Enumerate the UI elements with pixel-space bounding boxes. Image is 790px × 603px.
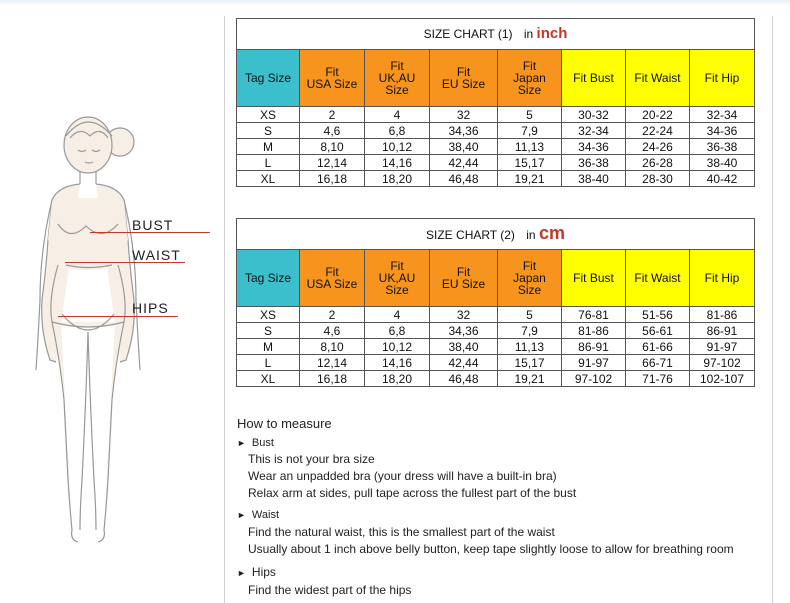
- top-edge: [0, 0, 790, 6]
- table-cell: 76-81: [562, 307, 626, 323]
- table-cell: 30-32: [562, 107, 626, 123]
- table-cell: 4,6: [300, 123, 365, 139]
- table-cell: 81-86: [562, 323, 626, 339]
- chart-title-row: [237, 219, 755, 250]
- table-cell: M: [237, 139, 300, 155]
- table-cell: XL: [237, 371, 300, 387]
- table-cell: 4: [365, 107, 430, 123]
- table-cell: 4: [365, 307, 430, 323]
- table-cell: 18,20: [365, 171, 430, 187]
- table-cell: 32-34: [562, 123, 626, 139]
- table-cell: 26-28: [626, 155, 690, 171]
- unit-prefix: in: [523, 27, 534, 41]
- column-header: Tag Size: [237, 250, 300, 307]
- table-cell: 91-97: [562, 355, 626, 371]
- table-row: [237, 371, 755, 387]
- bust-line-2: Wear an unpadded bra (your dress will have a built-in bra): [248, 469, 557, 483]
- column-header: Fit Bust: [562, 50, 626, 107]
- table-cell: 91-97: [690, 339, 755, 355]
- size-chart-inch: [236, 18, 755, 187]
- chart-title-row: [237, 19, 755, 50]
- column-header: Fit Japan Size: [498, 250, 562, 307]
- table-row: [237, 171, 755, 187]
- table-cell: 18,20: [365, 371, 430, 387]
- hips-heading-label: Hips: [251, 565, 276, 579]
- table-cell: 20-22: [626, 107, 690, 123]
- table-cell: 28-30: [626, 171, 690, 187]
- waist-line-2: Usually about 1 inch above belly button, keep tape slightly loose to allow for breathing room: [248, 542, 734, 556]
- table-cell: 71-76: [626, 371, 690, 387]
- column-header: Fit Bust: [562, 250, 626, 307]
- table-cell: 46,48: [430, 171, 498, 187]
- bust-line-3: Relax arm at sides, pull tape across the fullest part of the bust: [248, 486, 577, 500]
- table-cell: 19,21: [498, 371, 562, 387]
- table-cell: 38,40: [430, 339, 498, 355]
- table-cell: 46,48: [430, 371, 498, 387]
- table-cell: 66-71: [626, 355, 690, 371]
- table-cell: XS: [237, 107, 300, 123]
- table-cell: M: [237, 339, 300, 355]
- table-cell: 4,6: [300, 323, 365, 339]
- table-cell: 12,14: [300, 355, 365, 371]
- header-row: [237, 250, 755, 307]
- bust-section-heading: [237, 437, 274, 449]
- bust-heading-label: Bust: [251, 437, 274, 449]
- body-figure-illustration: [30, 100, 190, 545]
- waist-section-heading: [237, 509, 279, 521]
- table-cell: 7,9: [498, 123, 562, 139]
- unit-label: cm: [538, 223, 565, 243]
- table-cell: 38-40: [562, 171, 626, 187]
- column-header: Fit EU Size: [430, 250, 498, 307]
- table-cell: 6,8: [365, 123, 430, 139]
- table-row: [237, 107, 755, 123]
- table-row: [237, 355, 755, 371]
- table-cell: 102-107: [690, 371, 755, 387]
- bust-line-1: This is not your bra size: [248, 452, 375, 466]
- table-cell: 34,36: [430, 323, 498, 339]
- column-header: Fit Hip: [690, 50, 755, 107]
- table-cell: 11,13: [498, 139, 562, 155]
- arrow-icon: ►: [237, 568, 246, 578]
- table-cell: 34-36: [690, 123, 755, 139]
- table-cell: 97-102: [562, 371, 626, 387]
- column-header: Tag Size: [237, 50, 300, 107]
- table-cell: 24-26: [626, 139, 690, 155]
- column-header: Fit EU Size: [430, 50, 498, 107]
- table-cell: 2: [300, 107, 365, 123]
- column-header: Fit USA Size: [300, 50, 365, 107]
- table-cell: 97-102: [690, 355, 755, 371]
- hips-line-1: Find the widest part of the hips: [248, 583, 412, 597]
- column-header: Fit UK,AU Size: [365, 250, 430, 307]
- arrow-icon: ►: [237, 438, 246, 448]
- right-divider: [772, 16, 773, 603]
- table-cell: 86-91: [562, 339, 626, 355]
- hips-section-heading: [237, 565, 276, 579]
- table-cell: 5: [498, 107, 562, 123]
- table-cell: 81-86: [690, 307, 755, 323]
- unit-prefix: in: [526, 228, 536, 242]
- chart-title: SIZE CHART (2): [426, 228, 515, 242]
- table-cell: 19,21: [498, 171, 562, 187]
- table-row: [237, 139, 755, 155]
- table-cell: 34,36: [430, 123, 498, 139]
- table-cell: 11,13: [498, 339, 562, 355]
- table-cell: XS: [237, 307, 300, 323]
- table-cell: 8,10: [300, 139, 365, 155]
- column-header: Fit Waist: [626, 250, 690, 307]
- table-cell: 22-24: [626, 123, 690, 139]
- table-cell: 8,10: [300, 339, 365, 355]
- table-cell: 56-61: [626, 323, 690, 339]
- table-cell: 34-36: [562, 139, 626, 155]
- table-cell: 40-42: [690, 171, 755, 187]
- waist-label: WAIST: [132, 247, 181, 263]
- table-cell: 51-56: [626, 307, 690, 323]
- column-header: Fit Hip: [690, 250, 755, 307]
- table-cell: 2: [300, 307, 365, 323]
- table-cell: S: [237, 123, 300, 139]
- table-cell: 6,8: [365, 323, 430, 339]
- table-cell: 10,12: [365, 139, 430, 155]
- table-cell: 15,17: [498, 155, 562, 171]
- table-cell: 16,18: [300, 371, 365, 387]
- unit-label: inch: [536, 25, 568, 42]
- table-cell: 38-40: [690, 155, 755, 171]
- table-cell: L: [237, 155, 300, 171]
- table-cell: 32: [430, 307, 498, 323]
- table-cell: 10,12: [365, 339, 430, 355]
- chart-title: SIZE CHART (1): [423, 27, 513, 41]
- table-cell: 86-91: [690, 323, 755, 339]
- table-row: [237, 323, 755, 339]
- table-cell: 14,16: [365, 155, 430, 171]
- header-row: [237, 50, 755, 107]
- hips-line: [58, 316, 178, 317]
- table-row: [237, 339, 755, 355]
- table-cell: XL: [237, 171, 300, 187]
- table-cell: 12,14: [300, 155, 365, 171]
- table-cell: 14,16: [365, 355, 430, 371]
- table-cell: 32: [430, 107, 498, 123]
- table-cell: 42,44: [430, 155, 498, 171]
- table-row: [237, 155, 755, 171]
- waist-heading-label: Waist: [251, 509, 280, 521]
- table-cell: L: [237, 355, 300, 371]
- arrow-icon: ►: [237, 510, 246, 520]
- table-row: [237, 307, 755, 323]
- column-header: Fit USA Size: [300, 250, 365, 307]
- table-cell: 36-38: [690, 139, 755, 155]
- table-row: [237, 123, 755, 139]
- table-cell: 38,40: [430, 139, 498, 155]
- table-cell: 32-34: [690, 107, 755, 123]
- table-cell: 7,9: [498, 323, 562, 339]
- column-header: Fit Waist: [626, 50, 690, 107]
- table-cell: 15,17: [498, 355, 562, 371]
- left-divider: [224, 16, 225, 603]
- column-header: Fit Japan Size: [498, 50, 562, 107]
- table-cell: 36-38: [562, 155, 626, 171]
- how-to-measure-title: How to measure: [237, 416, 332, 431]
- table-cell: S: [237, 323, 300, 339]
- column-header: Fit UK,AU Size: [365, 50, 430, 107]
- waist-line-1: Find the natural waist, this is the smallest part of the waist: [248, 525, 555, 539]
- table-cell: 16,18: [300, 171, 365, 187]
- bust-label: BUST: [132, 217, 174, 233]
- table-cell: 61-66: [626, 339, 690, 355]
- table-cell: 5: [498, 307, 562, 323]
- hips-label: HIPS: [132, 300, 169, 316]
- table-cell: 42,44: [430, 355, 498, 371]
- size-chart-cm: [236, 218, 755, 387]
